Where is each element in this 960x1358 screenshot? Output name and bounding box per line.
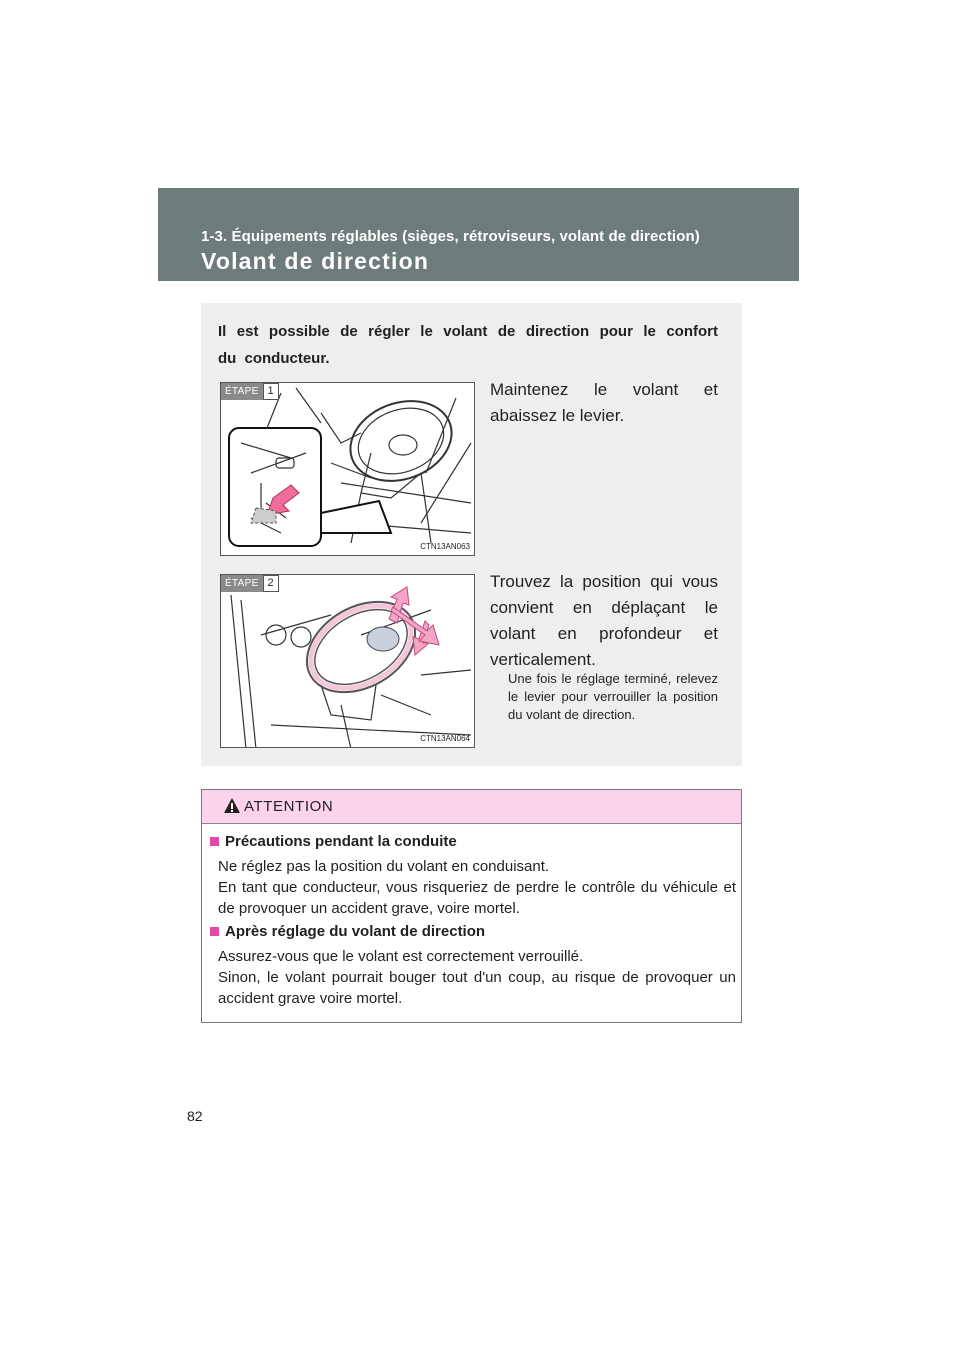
step-badge bbox=[221, 383, 279, 400]
warning-line: Assurez-vous que le volant est correctement verrouillé. bbox=[218, 948, 584, 965]
page-number: 82 bbox=[187, 1108, 203, 1124]
figure-code: CTN13AN063 bbox=[420, 542, 470, 551]
warning-subheading bbox=[210, 923, 485, 940]
step-badge-label: ÉTAPE bbox=[221, 575, 263, 592]
warning-subheading bbox=[210, 833, 457, 850]
warning-title: ATTENTION bbox=[244, 798, 334, 815]
bullet-square-icon bbox=[210, 927, 219, 936]
bullet-square-icon bbox=[210, 837, 219, 846]
step-badge-label: ÉTAPE bbox=[221, 383, 263, 400]
warning-line: En tant que conducteur, vous risqueriez de perdre le contrôle du véhicule et de provoquer un accident grave, voire mortel. bbox=[218, 879, 736, 917]
step-2-note: Une fois le réglage terminé, relevez le levier pour verrouiller la position du volant de direction. bbox=[508, 671, 718, 722]
warning-triangle-icon bbox=[223, 797, 241, 814]
steering-adjust-illustration bbox=[221, 575, 475, 748]
step-1-text: Maintenez le volant et abaissez le levier. bbox=[490, 380, 718, 425]
warning-subheading-text: Après réglage du volant de direction bbox=[225, 923, 486, 940]
warning-header bbox=[202, 790, 741, 824]
step-badge-number: 1 bbox=[263, 383, 279, 400]
page-title: Volant de direction bbox=[201, 248, 430, 274]
figure-step-2 bbox=[220, 574, 475, 748]
steering-lever-illustration bbox=[221, 383, 475, 556]
warning-line: Sinon, le volant pourrait bouger tout d'un coup, au risque de provoquer un accident grave voire mortel. bbox=[218, 969, 736, 1007]
warning-subheading-text: Précautions pendant la conduite bbox=[225, 833, 457, 850]
step-2-text: Trouvez la position qui vous convient en déplaçant le volant en profondeur et verticalement. bbox=[490, 572, 718, 669]
intro-text: Il est possible de régler le volant de direction pour le confort du conducteur. bbox=[218, 323, 718, 367]
figure-step-1 bbox=[220, 382, 475, 556]
warning-line: Ne réglez pas la position du volant en conduisant. bbox=[218, 858, 550, 875]
step-badge bbox=[221, 575, 279, 592]
figure-code: CTN13AN064 bbox=[420, 734, 470, 743]
section-title: 1-3. Équipements réglables (sièges, rétroviseurs, volant de direction) bbox=[201, 228, 700, 245]
step-badge-number: 2 bbox=[263, 575, 279, 592]
